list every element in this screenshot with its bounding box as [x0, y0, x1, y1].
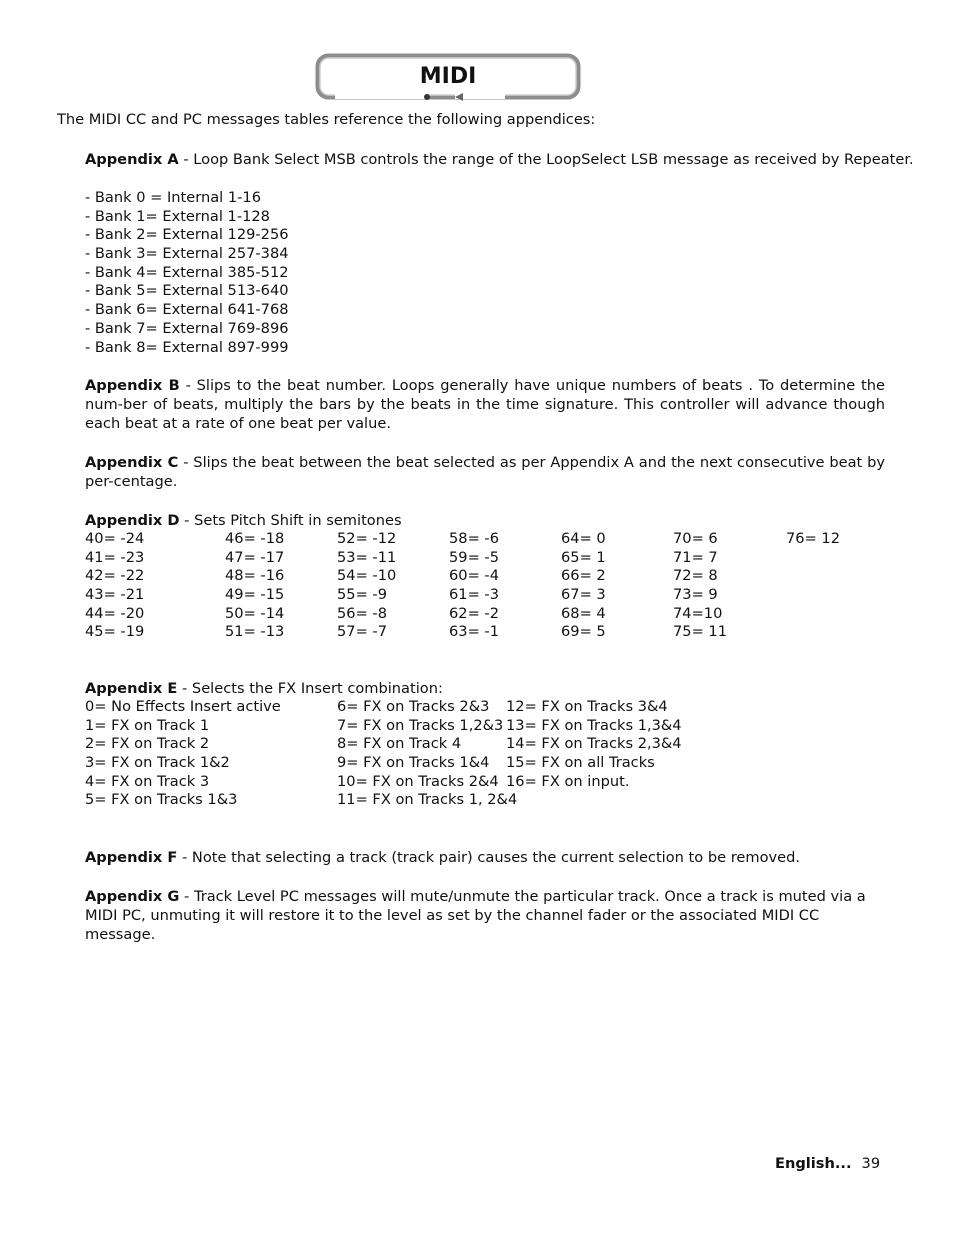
pitch-value: 40= -24 — [85, 530, 145, 547]
bank-list — [85, 189, 289, 357]
appendix-d-label: Appendix D — [85, 512, 180, 529]
fx-option: 11= FX on Tracks 1, 2&4 — [337, 791, 518, 809]
pitch-value: 71= 7 — [673, 548, 718, 566]
appendix-f — [85, 848, 885, 867]
pitch-column-5 — [561, 530, 606, 642]
appendix-f-label: Appendix F — [85, 849, 178, 866]
appendix-a-label: Appendix A — [85, 151, 179, 168]
pitch-value: 73= 9 — [673, 586, 718, 604]
pitch-value: 60= -4 — [449, 567, 499, 585]
appendix-b-label: Appendix B — [85, 377, 180, 394]
pitch-value: 45= -19 — [85, 623, 145, 641]
appendix-c-label: Appendix C — [85, 454, 179, 471]
pitch-column-4 — [449, 530, 499, 642]
pitch-value: 52= -12 — [337, 530, 397, 547]
pitch-column-6 — [673, 530, 727, 642]
pitch-value: 48= -16 — [225, 567, 285, 585]
fx-option: 3= FX on Track 1&2 — [85, 754, 230, 772]
pitch-value: 50= -14 — [225, 604, 285, 622]
fx-option: 14= FX on Tracks 2,3&4 — [506, 735, 682, 753]
list-item: - Bank 0 = Internal 1-16 — [85, 189, 261, 206]
fx-option: 1= FX on Track 1 — [85, 716, 210, 734]
fx-option: 9= FX on Tracks 1&4 — [337, 754, 490, 772]
fx-column-2 — [337, 698, 517, 810]
pitch-value: 56= -8 — [337, 604, 387, 622]
pitch-value: 47= -17 — [225, 548, 285, 566]
fx-option: 13= FX on Tracks 1,3&4 — [506, 716, 682, 734]
section-header — [315, 53, 581, 103]
pitch-value: 74=10 — [673, 604, 723, 622]
appendix-a-text: - Loop Bank Select MSB controls the range of the LoopSelect LSB message as received by Repeater. — [178, 151, 914, 168]
list-item: - Bank 6= External 641-768 — [85, 301, 289, 319]
fx-option: 6= FX on Tracks 2&3 — [337, 698, 490, 715]
fx-option: 15= FX on all Tracks — [506, 754, 655, 772]
pitch-value: 43= -21 — [85, 586, 145, 604]
pitch-value: 59= -5 — [449, 548, 499, 566]
pitch-value: 49= -15 — [225, 586, 285, 604]
appendix-f-text: - Note that selecting a track (track pair) causes the current selection to be removed. — [177, 849, 801, 866]
fx-option: 2= FX on Track 2 — [85, 735, 210, 753]
pitch-value: 70= 6 — [673, 530, 718, 547]
appendix-d — [85, 511, 402, 530]
pitch-value: 41= -23 — [85, 548, 145, 566]
pitch-value: 75= 11 — [673, 623, 728, 641]
pitch-value: 61= -3 — [449, 586, 499, 604]
list-item: - Bank 2= External 129-256 — [85, 226, 289, 244]
pitch-value: 57= -7 — [337, 623, 387, 641]
list-item: - Bank 4= External 385-512 — [85, 263, 289, 281]
appendix-g-text: - Track Level PC messages will mute/unmute the particular track. Once a track is muted via a MIDI PC, unmuting it will restore it to the level as set by the channel fader or the associated MIDI CC message. — [85, 888, 866, 943]
list-item: - Bank 8= External 897-999 — [85, 338, 289, 356]
appendix-c — [85, 453, 885, 491]
fx-option: 7= FX on Tracks 1,2&3 — [337, 716, 504, 734]
pitch-value: 62= -2 — [449, 604, 499, 622]
appendix-b — [85, 376, 885, 433]
pitch-value: 63= -1 — [449, 623, 499, 641]
fx-column-3 — [506, 698, 682, 791]
list-item: - Bank 5= External 513-640 — [85, 282, 289, 300]
fx-option: 10= FX on Tracks 2&4 — [337, 772, 499, 790]
appendix-c-text: - Slips the beat between the beat selected as per Appendix A and the next consecutive beat by per-centage. — [85, 454, 885, 490]
page-footer — [775, 1155, 880, 1172]
pitch-value: 64= 0 — [561, 530, 606, 547]
fx-option: 4= FX on Track 3 — [85, 772, 210, 790]
pitch-column-1 — [85, 530, 144, 642]
fx-option: 0= No Effects Insert active — [85, 698, 281, 715]
pitch-value: 76= 12 — [786, 530, 841, 547]
pitch-column-7 — [786, 530, 840, 549]
fx-option: 12= FX on Tracks 3&4 — [506, 698, 668, 715]
pitch-value: 66= 2 — [561, 567, 606, 585]
appendix-b-text: - Slips to the beat number. Loops generally have unique numbers of beats . To determine the num-ber of beats, multiply the bars by the beats in the time signature. This controller will advance though each beat at a rate of one beat per value. — [85, 377, 885, 432]
appendix-e-label: Appendix E — [85, 680, 178, 697]
fx-option: 16= FX on input. — [506, 772, 630, 790]
intro-text: The MIDI CC and PC messages tables reference the following appendices: — [57, 111, 596, 128]
page-number: 39 — [861, 1155, 881, 1172]
list-item: - Bank 3= External 257-384 — [85, 245, 289, 263]
pitch-value: 55= -9 — [337, 586, 387, 604]
pitch-value: 53= -11 — [337, 548, 397, 566]
pitch-value: 46= -18 — [225, 530, 285, 547]
footer-language: English... — [775, 1155, 852, 1172]
pitch-value: 65= 1 — [561, 548, 606, 566]
appendix-g-label: Appendix G — [85, 888, 180, 905]
list-item: - Bank 1= External 1-128 — [85, 207, 270, 225]
appendix-a — [85, 150, 914, 169]
list-item: - Bank 7= External 769-896 — [85, 319, 289, 337]
pitch-value: 51= -13 — [225, 623, 285, 641]
appendix-g — [85, 887, 885, 944]
appendix-d-text: - Sets Pitch Shift in semitones — [179, 512, 402, 529]
fx-option: 8= FX on Track 4 — [337, 735, 462, 753]
pitch-value: 67= 3 — [561, 586, 606, 604]
appendix-e-text: - Selects the FX Insert combination: — [177, 680, 443, 697]
pitch-column-2 — [225, 530, 284, 642]
pitch-value: 44= -20 — [85, 604, 145, 622]
pitch-value: 68= 4 — [561, 604, 606, 622]
appendix-e — [85, 679, 443, 698]
fx-option: 5= FX on Tracks 1&3 — [85, 791, 238, 809]
pitch-value: 42= -22 — [85, 567, 145, 585]
page-title: MIDI — [419, 64, 477, 89]
pitch-value: 69= 5 — [561, 623, 606, 641]
pitch-value: 72= 8 — [673, 567, 718, 585]
fx-column-1 — [85, 698, 281, 810]
pitch-column-3 — [337, 530, 396, 642]
pitch-value: 58= -6 — [449, 530, 499, 547]
pitch-value: 54= -10 — [337, 567, 397, 585]
